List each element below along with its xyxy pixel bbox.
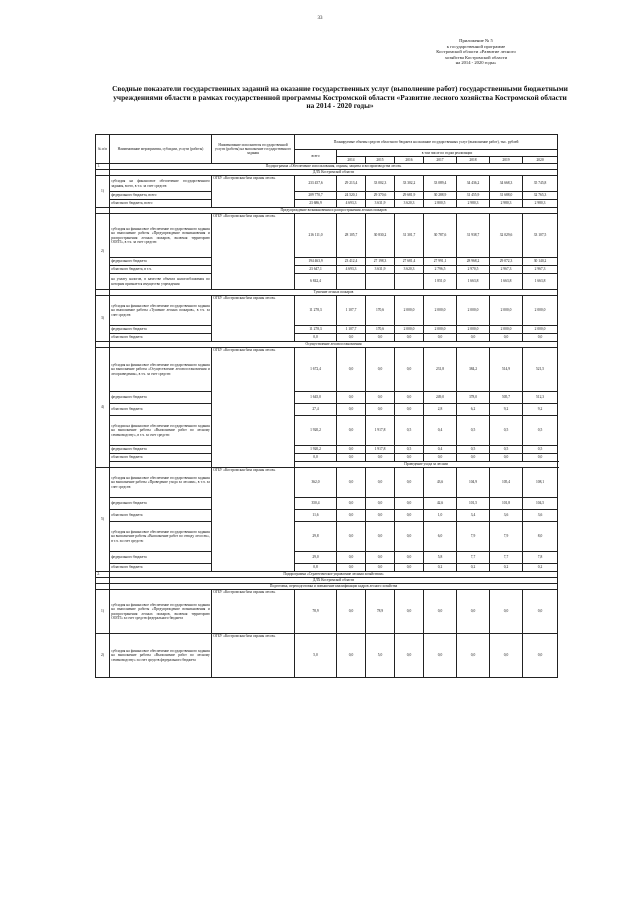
value-year: 33 002,3 bbox=[366, 176, 395, 192]
value-year: 78,9 bbox=[366, 590, 395, 634]
row-name: субсидия на финансовое обеспечение государственного задания на выполнение работы «Предупреждение возникновения и распространения лесных пожаров, включая территорию ООПТ», в т.ч. за счет средств: bbox=[110, 214, 212, 258]
value-year: 0,0 bbox=[424, 454, 457, 462]
value-year: 2 800,5 bbox=[424, 200, 457, 208]
value-year: 0,0 bbox=[395, 510, 424, 522]
row-executor: ОГБУ «Костромская база охраны лесов» bbox=[212, 348, 295, 468]
table-row bbox=[96, 564, 558, 572]
value-year: 4 693,3 bbox=[337, 266, 366, 274]
value-year: 31 301,7 bbox=[395, 214, 424, 258]
value-year: 24 520,1 bbox=[337, 192, 366, 200]
header-year: 2016 bbox=[395, 157, 424, 164]
value-year: 0,0 bbox=[337, 590, 366, 634]
subheading: Предупреждение возникновения и распространения лесных пожаров bbox=[110, 208, 558, 214]
value-year: 0,0 bbox=[366, 498, 395, 510]
value-year: 32 765,3 bbox=[523, 192, 558, 200]
value-year: 505,7 bbox=[490, 392, 523, 404]
value-year: 23 412,4 bbox=[337, 258, 366, 266]
row-executor: ОГБУ «Костромская база охраны лесов» bbox=[212, 296, 295, 342]
value-year bbox=[395, 274, 424, 290]
value-year: 7,9 bbox=[490, 522, 523, 552]
value-year: 6,0 bbox=[424, 522, 457, 552]
value-year: 7,9 bbox=[457, 522, 490, 552]
table-row bbox=[96, 192, 558, 200]
table-row bbox=[96, 348, 558, 392]
value-year: 0,0 bbox=[395, 468, 424, 498]
value-year: 0,0 bbox=[424, 634, 457, 678]
value-year: 0,0 bbox=[366, 510, 395, 522]
value-year: 29 072,3 bbox=[490, 258, 523, 266]
value-total: 0,0 bbox=[295, 334, 337, 342]
row-executor: ОГБУ «Костромская база охраны лесов» bbox=[212, 214, 295, 290]
value-year: 30 140,2 bbox=[523, 258, 558, 266]
value-year: 0,2 bbox=[457, 564, 490, 572]
row-name: на уплату налогов, в качестве объекта налогообложения по которым признается имущество учреждения bbox=[110, 274, 212, 290]
value-year: 0,0 bbox=[337, 634, 366, 678]
value-total: 1 645,0 bbox=[295, 392, 337, 404]
value-year: 0,5 bbox=[457, 416, 490, 446]
value-year: 27 198,3 bbox=[366, 258, 395, 266]
value-year: 1 107,7 bbox=[337, 296, 366, 326]
value-year: 0,2 bbox=[490, 564, 523, 572]
value-year: 1 663,8 bbox=[490, 274, 523, 290]
value-year: 2 000,0 bbox=[523, 326, 558, 334]
table-row bbox=[96, 334, 558, 342]
row-number: 2) bbox=[96, 214, 110, 290]
appendix-line: Костромской области «Развитие лесного bbox=[436, 49, 516, 55]
value-year: 1 663,8 bbox=[457, 274, 490, 290]
value-year: 0,0 bbox=[424, 334, 457, 342]
row-name: областного бюджета bbox=[110, 404, 212, 416]
value-year: 512,3 bbox=[523, 392, 558, 404]
table-row bbox=[96, 510, 558, 522]
value-year: 0,0 bbox=[337, 510, 366, 522]
value-year: 0,0 bbox=[337, 552, 366, 564]
value-year: 101,5 bbox=[457, 498, 490, 510]
value-total: 350,4 bbox=[295, 498, 337, 510]
value-total: 23 686,9 bbox=[295, 200, 337, 208]
value-year: 5,8 bbox=[424, 552, 457, 564]
value-year: 0,5 bbox=[490, 416, 523, 446]
table-row bbox=[96, 392, 558, 404]
value-year: 1 663,8 bbox=[523, 274, 558, 290]
value-year: 29 370,6 bbox=[366, 192, 395, 200]
header-year: 2019 bbox=[490, 157, 523, 164]
page-number: 33 bbox=[317, 16, 323, 21]
value-year: 0,0 bbox=[523, 634, 558, 678]
value-year: 0,0 bbox=[424, 590, 457, 634]
row-name: федерального бюджета, всего bbox=[110, 192, 212, 200]
value-year: 43,6 bbox=[424, 468, 457, 498]
value-year: 32 029,6 bbox=[490, 214, 523, 258]
row-name: областного бюджета bbox=[110, 334, 212, 342]
value-year: 2 000,0 bbox=[457, 296, 490, 326]
value-year: 0,0 bbox=[337, 468, 366, 498]
row-name: субсидия на финансовое обеспечение государственного задания на выполнение работы «Осуществление лесовосстановления и лесоразведения», в т.ч. за счет средств: bbox=[110, 348, 212, 392]
table-body bbox=[96, 164, 558, 678]
value-year: 8,0 bbox=[523, 522, 558, 552]
row-executor: ОГБУ «Костромская база охраны лесов» bbox=[212, 590, 295, 634]
row-name: субсидия на финансовое обеспечение государственного задания, всего, в т.ч. за счет средств: bbox=[110, 176, 212, 192]
value-year: 0,5 bbox=[457, 446, 490, 454]
value-year: 0,0 bbox=[523, 590, 558, 634]
value-year: 384,2 bbox=[457, 348, 490, 392]
value-total: 5,0 bbox=[295, 634, 337, 678]
value-year: 6,2 bbox=[457, 404, 490, 416]
value-year: 7,8 bbox=[523, 552, 558, 564]
value-year: 30 288,9 bbox=[424, 192, 457, 200]
value-year: 2 967,3 bbox=[523, 266, 558, 274]
value-year: 9,2 bbox=[523, 404, 558, 416]
value-year: 0,0 bbox=[366, 334, 395, 342]
row-name: федерального бюджета bbox=[110, 392, 212, 404]
table-row bbox=[96, 296, 558, 326]
value-year: 2 970,5 bbox=[457, 266, 490, 274]
value-year: 0,0 bbox=[337, 416, 366, 446]
value-total: 0,8 bbox=[295, 564, 337, 572]
value-total: 194 463,9 bbox=[295, 258, 337, 266]
table-row bbox=[96, 590, 558, 634]
value-year: 0,0 bbox=[366, 392, 395, 404]
value-total: 216 111,0 bbox=[295, 214, 337, 258]
header-year: 2015 bbox=[366, 157, 395, 164]
row-name: федерального бюджета bbox=[110, 552, 212, 564]
value-year: 0,0 bbox=[337, 522, 366, 552]
row-executor: ОГБУ «Костромская база охраны лесов» bbox=[212, 468, 295, 572]
appendix-line: Приложение № 5 bbox=[459, 38, 493, 43]
value-year: 0,0 bbox=[395, 392, 424, 404]
value-year: 0,0 bbox=[457, 634, 490, 678]
value-year: 170,6 bbox=[366, 326, 395, 334]
row-name: федерального бюджета bbox=[110, 498, 212, 510]
value-year: 2 000,0 bbox=[490, 296, 523, 326]
indicators-table bbox=[95, 134, 558, 678]
header-year: 2017 bbox=[424, 157, 457, 164]
value-year: 3,4 bbox=[457, 510, 490, 522]
subheading: Проведение ухода за лесами bbox=[295, 462, 558, 468]
value-year: 2 000,0 bbox=[424, 326, 457, 334]
row-executor: ОГБУ «Костромская база охраны лесов» bbox=[212, 176, 295, 208]
value-year: 0,0 bbox=[337, 446, 366, 454]
table-row bbox=[96, 326, 558, 334]
value-year bbox=[366, 274, 395, 290]
value-year: 0,5 bbox=[395, 446, 424, 454]
subheading: ДЛХ Костромской области bbox=[110, 170, 558, 176]
value-year: 0,0 bbox=[395, 454, 424, 462]
value-year: 0,5 bbox=[395, 416, 424, 446]
table-row bbox=[96, 214, 558, 258]
row-number: 1) bbox=[96, 176, 110, 208]
value-year: 0,0 bbox=[337, 404, 366, 416]
row-name: субсидия на финансовое обеспечение государственного задания на выполнение работы «Проведение ухода за лесами», в т.ч. за счет средств: bbox=[110, 468, 212, 498]
row-name: областного бюджета bbox=[110, 454, 212, 462]
section-number: 2. bbox=[96, 572, 110, 578]
value-year: 0,0 bbox=[337, 392, 366, 404]
value-year bbox=[337, 274, 366, 290]
value-total: 23 647,1 bbox=[295, 266, 337, 274]
value-total: 29,8 bbox=[295, 522, 337, 552]
row-name: субсидия на финансовое обеспечение государственного задания на выполнение работы «Предупреждение возникновения и распространения лесных пожаров, включая территорию ООПТ» за счет средств федерального бюджета bbox=[110, 590, 212, 634]
table-row bbox=[96, 454, 558, 462]
value-year: 0,5 bbox=[490, 446, 523, 454]
appendix-line: хозяйства Костромской области bbox=[444, 54, 508, 60]
row-number: 2) bbox=[96, 634, 110, 678]
value-year: 2 967,3 bbox=[490, 266, 523, 274]
header-by-years: в том числе по годам реализации bbox=[337, 150, 558, 157]
value-year: 2 980,3 bbox=[457, 200, 490, 208]
value-year: 0,0 bbox=[395, 634, 424, 678]
row-name: федерального бюджета bbox=[110, 446, 212, 454]
row-executor: ОГБУ «Костромская база охраны лесов» bbox=[212, 634, 295, 678]
table-row bbox=[96, 404, 558, 416]
table-row bbox=[96, 498, 558, 510]
value-year: 104,9 bbox=[457, 468, 490, 498]
value-year: 0,5 bbox=[523, 416, 558, 446]
value-year: 0,0 bbox=[523, 334, 558, 342]
section-title: Подпрограмма «Стратегическое управление лесным хозяйством» bbox=[110, 572, 558, 578]
value-year: 2,8 bbox=[424, 404, 457, 416]
value-year: 0,4 bbox=[424, 446, 457, 454]
value-year: 0,0 bbox=[395, 590, 424, 634]
header-planned: Планируемые объемы средств областного бюджета на оказание государственных услуг (выполнение работ), тыс. рублей bbox=[295, 135, 558, 150]
value-year: 9,2 bbox=[490, 404, 523, 416]
value-year: 0,2 bbox=[424, 564, 457, 572]
value-total: 11 278,3 bbox=[295, 296, 337, 326]
value-year: 33 107,5 bbox=[523, 214, 558, 258]
row-number: 1) bbox=[96, 590, 110, 634]
row-name: федерального бюджета bbox=[110, 326, 212, 334]
subheading: Осуществление лесовосстановления bbox=[110, 342, 558, 348]
value-year: 0,0 bbox=[366, 552, 395, 564]
value-year: 29 213,4 bbox=[337, 176, 366, 192]
value-year: 108,1 bbox=[523, 468, 558, 498]
value-total: 1 920,2 bbox=[295, 446, 337, 454]
value-year: 1,0 bbox=[424, 510, 457, 522]
document-title: Сводные показатели государственных заданий на оказание государственных услуг (выполнение работ) государственными бюджетными учреждениями области в рамках государственной программы Костромской области «Развитие лесного хозяйства Костромской области на 2014 - 2020 годы» bbox=[112, 84, 568, 111]
value-year: 249,0 bbox=[424, 392, 457, 404]
value-year: 0,0 bbox=[457, 454, 490, 462]
value-year: 0,4 bbox=[424, 416, 457, 446]
value-year: 5,0 bbox=[366, 634, 395, 678]
value-year: 0,0 bbox=[490, 334, 523, 342]
value-year: 0,0 bbox=[490, 590, 523, 634]
value-year: 2 000,0 bbox=[490, 326, 523, 334]
value-year: 2 000,0 bbox=[424, 296, 457, 326]
value-total: 1 672,4 bbox=[295, 348, 337, 392]
value-year: 1 917,8 bbox=[366, 446, 395, 454]
subheading: Подготовка, переподготовка и повышение квалификации кадров лесного хозяйства bbox=[110, 584, 558, 590]
subheading: Тушение лесных пожаров bbox=[110, 290, 558, 296]
value-year: 104,5 bbox=[523, 498, 558, 510]
value-year: 7,7 bbox=[457, 552, 490, 564]
value-year: 1 107,7 bbox=[337, 326, 366, 334]
value-year: 0,5 bbox=[523, 446, 558, 454]
value-year: 3 631,9 bbox=[366, 200, 395, 208]
value-total: 27,4 bbox=[295, 404, 337, 416]
row-number: 5) bbox=[96, 468, 110, 572]
value-year: 2 000,0 bbox=[457, 326, 490, 334]
value-total: 0,0 bbox=[295, 454, 337, 462]
value-year: 0,0 bbox=[490, 634, 523, 678]
subheading: ДЛХ Костромской области bbox=[110, 578, 558, 584]
value-total: 233 457,6 bbox=[295, 176, 337, 192]
value-year: 2 000,0 bbox=[523, 296, 558, 326]
row-name: областного бюджета bbox=[110, 564, 212, 572]
table-row bbox=[96, 522, 558, 552]
value-year: 31 688,0 bbox=[490, 192, 523, 200]
value-year: 33 302,2 bbox=[395, 176, 424, 192]
value-year: 0,0 bbox=[395, 498, 424, 510]
value-year: 0,0 bbox=[337, 348, 366, 392]
table-row bbox=[96, 176, 558, 192]
row-name: областного бюджета, всего bbox=[110, 200, 212, 208]
row-name: субсидия на финансовое обеспечение государственного задания на выполнение работы «Выполнение работ по лесному семеноводству» за счет средств федерального бюджета bbox=[110, 634, 212, 678]
value-year: 0,0 bbox=[395, 564, 424, 572]
value-year: 0,0 bbox=[457, 590, 490, 634]
value-year: 105,4 bbox=[490, 468, 523, 498]
value-year: 0,0 bbox=[366, 454, 395, 462]
row-number: 4) bbox=[96, 348, 110, 468]
table-row bbox=[96, 552, 558, 564]
value-total: 362,0 bbox=[295, 468, 337, 498]
value-year: 27 991,1 bbox=[424, 258, 457, 266]
appendix-note bbox=[406, 38, 546, 66]
value-year: 0,0 bbox=[523, 454, 558, 462]
value-year: 0,0 bbox=[395, 552, 424, 564]
value-year: 33 089,4 bbox=[424, 176, 457, 192]
value-total: 209 770,7 bbox=[295, 192, 337, 200]
value-year: 42,6 bbox=[424, 498, 457, 510]
value-year: 2 796,5 bbox=[424, 266, 457, 274]
value-total: 78,9 bbox=[295, 590, 337, 634]
value-year: 0,0 bbox=[366, 564, 395, 572]
value-year: 0,0 bbox=[337, 454, 366, 462]
value-year: 0,0 bbox=[395, 404, 424, 416]
value-year: 34 668,3 bbox=[490, 176, 523, 192]
value-year: 3 620,3 bbox=[395, 200, 424, 208]
row-name: субсидия на финансовое обеспечение государственного задания на выполнение работы «Тушение лесных пожаров», в т.ч. за счет средств: bbox=[110, 296, 212, 326]
value-year: 2 980,3 bbox=[490, 200, 523, 208]
appendix-line: к государственной программе bbox=[446, 43, 506, 49]
value-year: 0,0 bbox=[395, 522, 424, 552]
value-year: 2 000,0 bbox=[395, 296, 424, 326]
value-year: 2 980,3 bbox=[523, 200, 558, 208]
value-total: 6 842,4 bbox=[295, 274, 337, 290]
value-year: 0,0 bbox=[457, 334, 490, 342]
value-year: 0,2 bbox=[523, 564, 558, 572]
header-name: Наименование мероприятия, субсидии, услуги (работы) bbox=[110, 135, 212, 164]
value-year: 231,8 bbox=[424, 348, 457, 392]
value-year: 0,0 bbox=[366, 404, 395, 416]
header-total: всего bbox=[295, 150, 337, 164]
table-header bbox=[96, 135, 558, 164]
value-year: 28 968,2 bbox=[457, 258, 490, 266]
header-num: № п/п bbox=[96, 135, 110, 164]
row-name: областного бюджета, в т.ч. bbox=[110, 266, 212, 274]
value-total: 1 920,2 bbox=[295, 416, 337, 446]
value-year: 0,0 bbox=[366, 468, 395, 498]
value-year: 3,6 bbox=[523, 510, 558, 522]
row-name: субсидия на финансовое обеспечение государственного задания на выполнение работы «Выполнение работ по отводу лесосек», в т.ч. за счет средств: bbox=[110, 522, 212, 552]
table-row bbox=[96, 416, 558, 446]
row-name: областного бюджета bbox=[110, 510, 212, 522]
value-year: 0,0 bbox=[366, 522, 395, 552]
table-row bbox=[96, 468, 558, 498]
section-title: Подпрограмма «Обеспечение использования, охраны, защиты и воспроизводства лесов» bbox=[110, 164, 558, 170]
value-year: 3 620,3 bbox=[395, 266, 424, 274]
value-year: 27 681,4 bbox=[395, 258, 424, 266]
value-year: 31 938,7 bbox=[457, 214, 490, 258]
header-executor: Наименование исполнителя государственной услуги (работы) на выполнение государственного задания bbox=[212, 135, 295, 164]
value-year: 170,6 bbox=[366, 296, 395, 326]
value-year: 30 787,6 bbox=[424, 214, 457, 258]
row-name: федерального бюджета bbox=[110, 258, 212, 266]
value-year: 0,0 bbox=[395, 348, 424, 392]
value-year: 4 693,3 bbox=[337, 200, 366, 208]
value-year: 2 000,0 bbox=[395, 326, 424, 334]
value-year: 378,0 bbox=[457, 392, 490, 404]
row-number: 3) bbox=[96, 296, 110, 342]
table-row bbox=[96, 274, 558, 290]
value-year: 28 105,7 bbox=[337, 214, 366, 258]
table-row bbox=[96, 200, 558, 208]
header-year: 2014 bbox=[337, 157, 366, 164]
row-name: субсидии на финансовое обеспечение государственного задания на выполнение работы «Выполнение работ по лесному семеноводству», в т.ч. за счет средств: bbox=[110, 416, 212, 446]
header-year: 2018 bbox=[457, 157, 490, 164]
table-row bbox=[96, 634, 558, 678]
appendix-line: на 2014 - 2020 годы» bbox=[455, 60, 497, 66]
value-year: 0,0 bbox=[337, 564, 366, 572]
value-year: 3,6 bbox=[490, 510, 523, 522]
value-year: 35 745,8 bbox=[523, 176, 558, 192]
section-number: 1. bbox=[96, 164, 110, 170]
value-year: 1 917,8 bbox=[366, 416, 395, 446]
value-total: 11 278,3 bbox=[295, 326, 337, 334]
value-year: 0,0 bbox=[490, 454, 523, 462]
value-year: 0,0 bbox=[337, 498, 366, 510]
value-year: 7,7 bbox=[490, 552, 523, 564]
value-year: 521,5 bbox=[523, 348, 558, 392]
value-year: 101,8 bbox=[490, 498, 523, 510]
value-year: 0,0 bbox=[337, 334, 366, 342]
value-year: 0,0 bbox=[395, 334, 424, 342]
header-year: 2020 bbox=[523, 157, 558, 164]
value-year: 31 455,9 bbox=[457, 192, 490, 200]
value-year: 0,0 bbox=[366, 348, 395, 392]
value-year: 3 631,9 bbox=[366, 266, 395, 274]
value-total: 29,0 bbox=[295, 552, 337, 564]
value-total: 11,6 bbox=[295, 510, 337, 522]
value-year: 30 830,2 bbox=[366, 214, 395, 258]
table-row bbox=[96, 266, 558, 274]
table-row bbox=[96, 258, 558, 266]
value-year: 514,9 bbox=[490, 348, 523, 392]
value-year: 29 681,9 bbox=[395, 192, 424, 200]
value-year: 34 436,2 bbox=[457, 176, 490, 192]
table-row bbox=[96, 446, 558, 454]
value-year: 1 851,0 bbox=[424, 274, 457, 290]
